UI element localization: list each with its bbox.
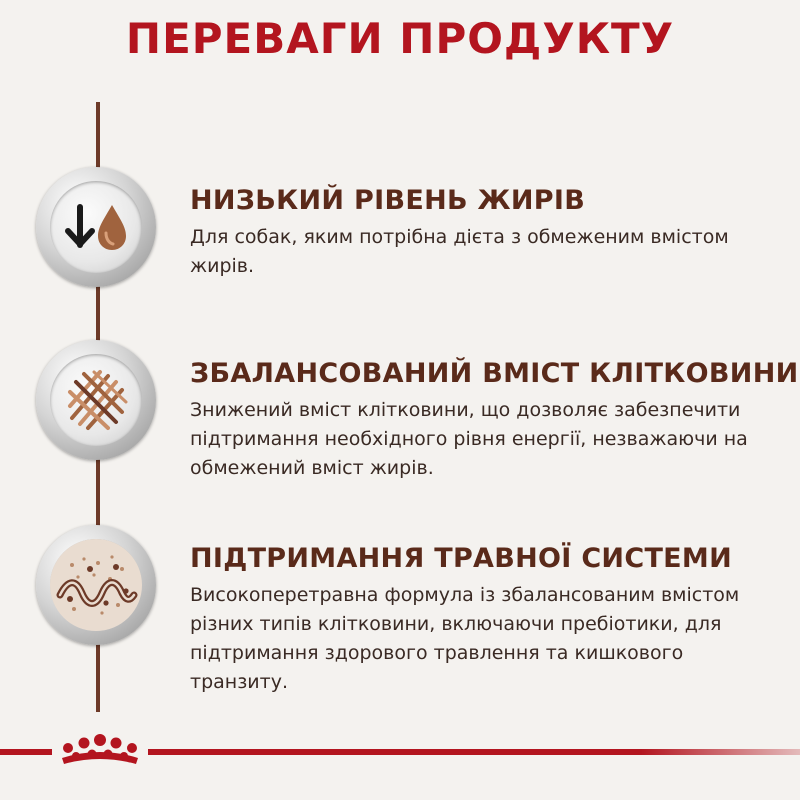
benefit-description: Для собак, яким потрібна дієта з обмеженим вмістом жирів. <box>190 226 729 277</box>
benefit-title: НИЗЬКИЙ РІВЕНЬ ЖИРІВ <box>190 185 586 216</box>
benefit-description: Високоперетравна формула із збалансованим вмістом різних типів клітковини, включаючи пребіотики, для підтримання здорового травлення та кишкового транзиту. <box>190 584 740 693</box>
low-fat-icon <box>50 181 142 273</box>
digestive-wave-icon <box>50 539 142 631</box>
benefit-title: ПІДТРИМАННЯ ТРАВНОЇ СИСТЕМИ <box>190 543 732 574</box>
benefit-badge <box>36 167 156 287</box>
page-title: ПЕРЕВАГИ ПРОДУКТУ <box>125 14 675 63</box>
fiber-mesh-icon <box>50 354 142 446</box>
royal-crown-logo-icon <box>52 732 148 770</box>
benefit-title: ЗБАЛАНСОВАНИЙ ВМІСТ КЛІТКОВИНИ <box>190 358 799 389</box>
benefit-badge <box>36 340 156 460</box>
benefit-description: Знижений вміст клітковини, що дозволяє забезпечити підтримання необхідного рівня енергії, незважаючи на обмежений вміст жирів. <box>190 399 748 479</box>
benefit-badge <box>36 525 156 645</box>
